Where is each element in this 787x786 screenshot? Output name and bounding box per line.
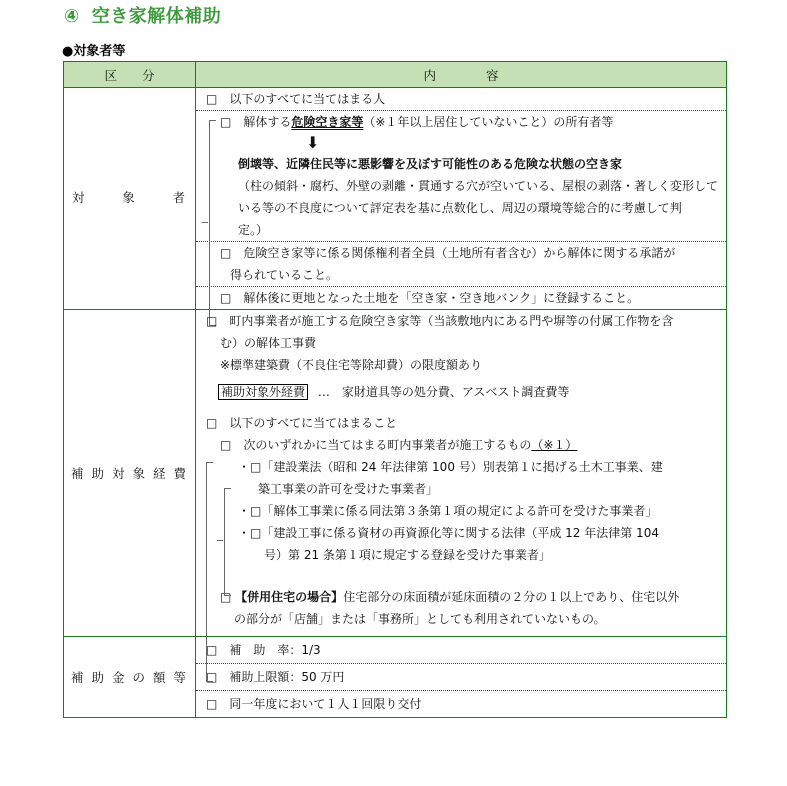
category-char: 象 [122, 189, 137, 205]
bracket-target [209, 120, 216, 326]
footnote-ref: （※１） [531, 438, 578, 452]
table-row-expenses [64, 310, 727, 637]
excluded-expenses: 補助対象外経費 … 家財道具等の処分費、アスベスト調査費等 [196, 376, 726, 408]
contractor-condition: □ 次のいずれかに当てはまる町内事業者が施工するもの（※１） [220, 438, 578, 452]
excluded-label: 補助対象外経費 [218, 384, 308, 400]
license-item: ・□「解体工事業に係る同法第３条第１項の規定による許可を受けた事業者」 [238, 504, 658, 518]
expense-item1: □ 町内事業者が施工する危険空き家等（当該敷地内にある門や塀等の付属工作物を含 [206, 314, 674, 328]
license-item: ・□「建設工事に係る資材の再資源化等に関する法律（平成 12 年法律第 104 [238, 526, 659, 540]
category-amount: 補 助 金 の 額 等 [64, 637, 196, 718]
category-expenses: 補 助 対 象 経 費 [64, 310, 196, 637]
target-item1 [196, 111, 726, 242]
definition-note: いる等の不良度について評定表を基に点数化し、周辺の環境等総合的に考慮して判 [238, 201, 682, 215]
category-char: 者 [172, 189, 187, 205]
category-char: 対 [72, 189, 87, 205]
header-content: 内 容 [196, 62, 727, 88]
subsidy-rate: □ 補 助 率：1/3 [196, 637, 726, 664]
table-row-target [64, 88, 727, 310]
section-number: ④ [64, 6, 80, 27]
target-lead: □ 以下のすべてに当てはまる人 [196, 88, 726, 111]
expense-lead2: □ 以下のすべてに当てはまること [206, 416, 398, 430]
section-title: 空き家解体補助 [91, 6, 222, 27]
down-arrow-icon: ⬇ [306, 133, 320, 152]
bracket-contractor [206, 462, 213, 682]
target-item3: □ 解体後に更地となった土地を「空き家・空き地バンク」に登録すること。 [220, 291, 640, 305]
dangerous-house-definition: 倒壊等、近隣住民等に悪影響を及ぼす可能性のある危険な状態の空き家 [238, 157, 623, 171]
content-amount [196, 637, 727, 718]
content-expenses: □ 町内事業者が施工する危険空き家等（当該敷地内にある門や塀等の付属工作物を含 む）の解体工事費 ※標準建築費（不良住宅等除却費）の限度額あり 補助対象外経費 … 家財道具等の処分費、アスベスト調査費等 □ 以下のすべてに当てはまること □ 次のいずれかに当てはまる町内事業者が施工するもの（※１） ・□「建設業法（昭和 24 年法律第 100 号）別表第１に掲げる土木工事業、建 築工事業の許可を受けた事業者」 ・□「解体工事業に係る同法第３条第１項の規定による許可を受けた事業者」 ・□「建設工事に係る資材の再資源化等に関する法律（平成 12 年法律第 104 号）第 21 条第１項に規定する登録を受けた事業者」 □ 【併用住宅の場合】住宅部分の床面積が延床面積の２分の１以上であり、住宅以外 の部分が「店舗」または「事務所」としても利用されていないもの。 [196, 310, 727, 637]
table-row-amount [64, 637, 727, 718]
content-target [196, 88, 727, 310]
bracket-licenses-tick [217, 540, 223, 541]
subsection-label: ●対象者等 [62, 44, 126, 59]
target-item2: □ 危険空き家等に係る関係権利者全員（土地所有者含む）から解体に関する承諾が 得られていること。 [196, 242, 726, 287]
bracket-licenses [224, 488, 231, 596]
subsidy-table [63, 61, 727, 718]
header-category: 区 分 [64, 62, 196, 88]
definition-note: （柱の傾斜・腐朽、外壁の剥離・貫通する穴が空いている、屋根の剥落・著しく変形して [238, 179, 719, 193]
section-heading [64, 2, 221, 28]
license-item: ・□「建設業法（昭和 24 年法律第 100 号）別表第１に掲げる土木工事業、建 [238, 460, 663, 474]
mixed-use-condition: □ 【併用住宅の場合】住宅部分の床面積が延床面積の２分の１以上であり、住宅以外 [220, 590, 680, 604]
category-target [64, 88, 196, 310]
bracket-target-tick [202, 222, 208, 223]
limit-note: ※標準建築費（不良住宅等除却費）の限度額あり [220, 358, 483, 372]
table-header-row [64, 62, 727, 88]
target-item1-line: □ 解体する危険空き家等（※１年以上居住していないこと）の所有者等 [220, 115, 614, 129]
dangerous-house-term: 危険空き家等 [291, 115, 364, 129]
subsidy-frequency: □ 同一年度において１人１回限り交付 [206, 697, 422, 711]
definition-note: 定。） [238, 223, 269, 237]
subsidy-cap: □ 補助上限額：50 万円 [196, 664, 726, 691]
